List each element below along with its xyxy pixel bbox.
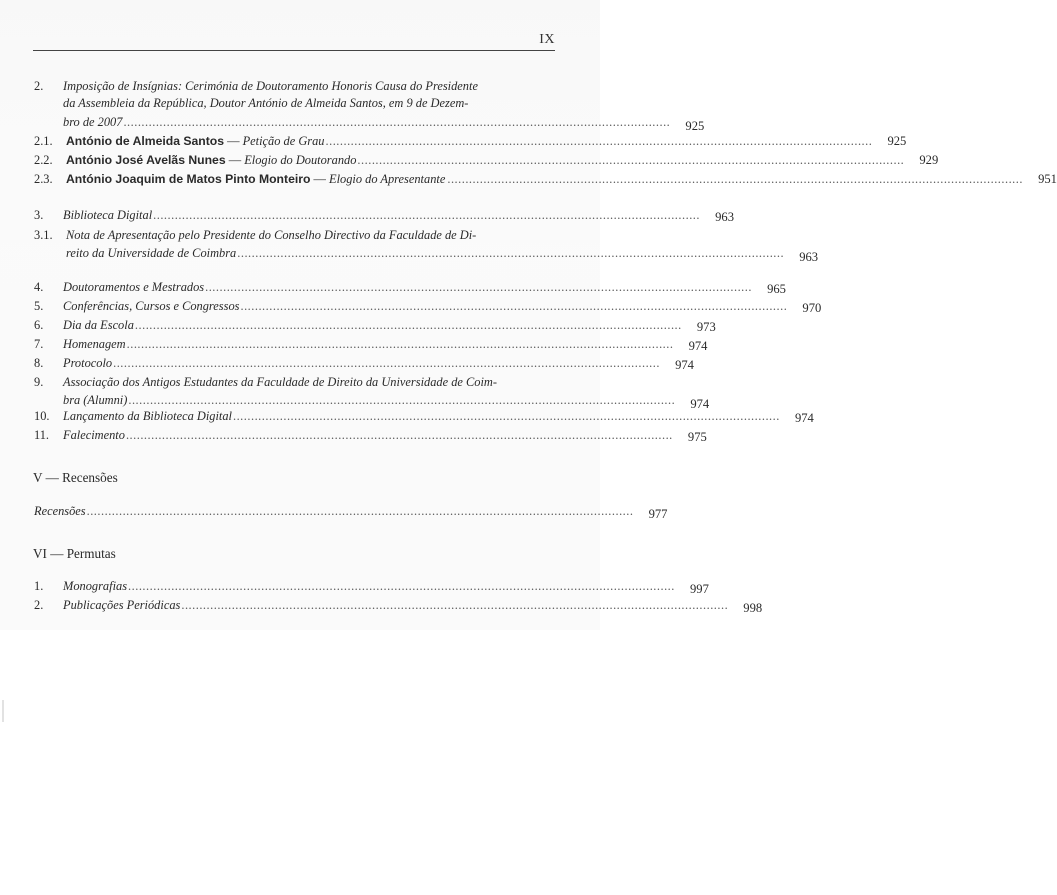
entry-page: 974 bbox=[688, 339, 708, 353]
entry-number: 11. bbox=[34, 428, 50, 442]
entry-number: 4. bbox=[34, 280, 44, 294]
entry-title-line-2: da Assembleia da República, Doutor António de Almeida Santos, em 9 de Dezem- bbox=[63, 96, 469, 110]
entry-number: 9. bbox=[34, 375, 44, 389]
dot-leader: ........................................................................................................................................................ bbox=[325, 134, 873, 148]
entry-author: António Joaquim de Matos Pinto Monteiro bbox=[66, 172, 311, 186]
header-rule bbox=[33, 50, 555, 51]
entry-page: 963 bbox=[715, 210, 734, 224]
entry-title: Elogio do Apresentante bbox=[329, 172, 446, 186]
dot-leader: ................................................................................................................................................................ bbox=[447, 172, 1023, 186]
entry-number: 3. bbox=[34, 208, 44, 222]
dot-leader: ........................................................................................................................................................ bbox=[232, 409, 780, 423]
scan-edge-mark bbox=[2, 700, 4, 722]
dot-leader: ........................................................................................................................................................ bbox=[125, 428, 673, 442]
entry-title-line-1: Nota de Apresentação pelo Presidente do Conselho Directivo da Faculdade de Di- bbox=[66, 228, 477, 242]
dot-leader: ........................................................................................................................................................ bbox=[113, 356, 660, 370]
entry-page: 963 bbox=[799, 250, 819, 264]
entry-number: 7. bbox=[34, 337, 44, 351]
dot-leader: ........................................................................................................................................................ bbox=[357, 153, 905, 167]
entry-page: 997 bbox=[689, 582, 709, 596]
dot-leader: ........................................................................................................................................................ bbox=[86, 504, 634, 518]
entry-number: 10. bbox=[34, 409, 50, 423]
entry-title: Doutoramentos e Mestrados bbox=[63, 280, 205, 294]
entry-title-line-3: bro de 2007 bbox=[63, 115, 123, 129]
entry-number: 2. bbox=[34, 598, 44, 612]
entry-title: Recensões bbox=[34, 504, 86, 518]
entry-number: 2. bbox=[34, 79, 44, 93]
entry-page: 951 bbox=[1038, 172, 1057, 186]
entry-title-line-1: Associação dos Antigos Estudantes da Faculdade de Direito da Universidade de Coim- bbox=[63, 375, 497, 389]
entry-page: 974 bbox=[794, 411, 814, 425]
entry-title: Publicações Periódicas bbox=[63, 598, 181, 612]
entry-number: 1. bbox=[34, 579, 44, 593]
section-heading-v: V — Recensões bbox=[33, 470, 118, 485]
page-number: IX bbox=[539, 32, 555, 47]
entry-page: 970 bbox=[802, 301, 822, 315]
entry-author: António José Avelãs Nunes bbox=[66, 153, 226, 167]
section-heading-vi: VI — Permutas bbox=[33, 546, 116, 561]
entry-separator: — bbox=[225, 153, 245, 167]
dot-leader: ........................................................................................................................................................ bbox=[153, 208, 700, 222]
entry-page: 975 bbox=[687, 430, 707, 444]
entry-title-line-1: Imposição de Insígnias: Cerimónia de Doutoramento Honoris Causa do Presidente bbox=[63, 79, 478, 93]
entry-number: 3.1. bbox=[34, 228, 53, 242]
entry-page: 929 bbox=[919, 153, 939, 167]
dot-leader: ........................................................................................................................................................ bbox=[128, 393, 676, 407]
entry-title: Dia da Escola bbox=[63, 318, 134, 332]
entry-number: 2.2. bbox=[34, 153, 53, 167]
entry-page: 973 bbox=[696, 320, 716, 334]
entry-title: Lançamento da Biblioteca Digital bbox=[63, 409, 232, 423]
entry-author: António de Almeida Santos bbox=[66, 134, 224, 148]
dot-leader: ........................................................................................................................................................ bbox=[237, 246, 785, 260]
dot-leader: ........................................................................................................................................................ bbox=[126, 337, 674, 351]
entry-page: 977 bbox=[648, 507, 668, 521]
entry-number: 5. bbox=[34, 299, 44, 313]
entry-page: 974 bbox=[690, 397, 710, 411]
entry-separator: — bbox=[310, 172, 330, 186]
entry-page: 965 bbox=[767, 282, 786, 296]
entry-title-line-2: bra (Alumni) bbox=[63, 393, 128, 407]
dot-leader: ........................................................................................................................................................ bbox=[205, 280, 752, 294]
entry-page: 925 bbox=[685, 119, 705, 133]
entry-number: 6. bbox=[34, 318, 44, 332]
entry-title: Falecimento bbox=[63, 428, 125, 442]
entry-title: Monografias bbox=[63, 579, 128, 593]
entry-title: Biblioteca Digital bbox=[63, 208, 153, 222]
entry-page: 925 bbox=[887, 134, 907, 148]
entry-title: Conferências, Cursos e Congressos bbox=[63, 299, 240, 313]
dot-leader: ........................................................................................................................................................ bbox=[181, 598, 729, 612]
dot-leader: ........................................................................................................................................................ bbox=[134, 318, 682, 332]
entry-page: 998 bbox=[743, 601, 763, 615]
entry-title: Elogio do Doutorando bbox=[244, 153, 357, 167]
entry-number: 8. bbox=[34, 356, 44, 370]
entry-title-line-2: reito da Universidade de Coimbra bbox=[66, 246, 237, 260]
dot-leader: ........................................................................................................................................................ bbox=[240, 299, 788, 313]
entry-title: Protocolo bbox=[63, 356, 113, 370]
entry-page: 974 bbox=[675, 358, 694, 372]
dot-leader: ........................................................................................................................................................ bbox=[128, 579, 675, 593]
entry-number: 2.1. bbox=[34, 134, 53, 148]
entry-title: Homenagem bbox=[63, 337, 126, 351]
dot-leader: ........................................................................................................................................................ bbox=[123, 115, 671, 129]
entry-title: Petição de Grau bbox=[242, 134, 325, 148]
entry-number: 2.3. bbox=[34, 172, 53, 186]
entry-separator: — bbox=[224, 134, 243, 148]
